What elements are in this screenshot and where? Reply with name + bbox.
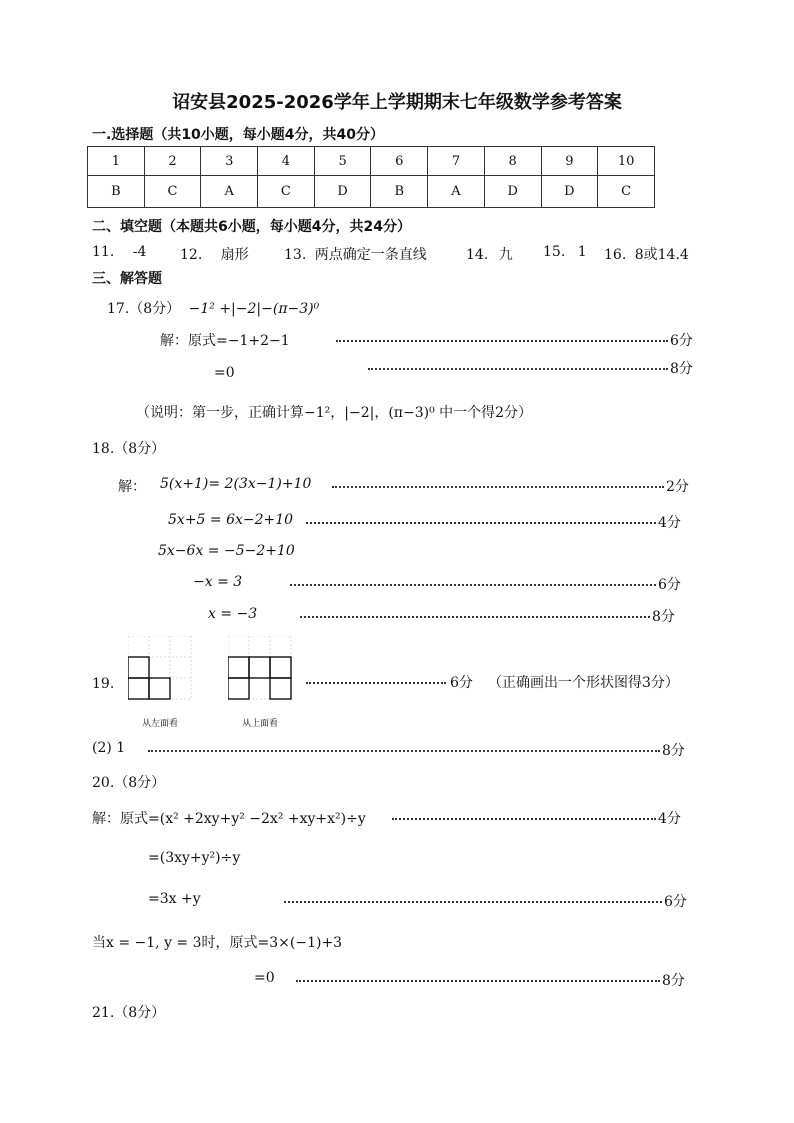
fill-item-12	[180, 244, 249, 264]
leader-dots	[368, 368, 668, 370]
table-cell: D	[541, 176, 598, 208]
leader-dots	[306, 522, 656, 524]
table-cell: 7	[428, 147, 485, 176]
q18-step3: 5x−6x = −5−2+10	[158, 543, 295, 559]
q19-score: 6分	[450, 675, 473, 691]
table-cell: A	[428, 176, 485, 208]
table-cell: C	[258, 176, 315, 208]
fill-item-14	[466, 244, 513, 264]
q18-step2: 5x+5 = 6x−2+10	[168, 512, 294, 528]
q18-solve: 解：	[118, 479, 146, 495]
q17-score1: 6分	[670, 333, 693, 349]
q19-label: 19.	[92, 676, 115, 692]
q17-score2: 8分	[670, 361, 693, 377]
q18-score1: 2分	[666, 479, 689, 495]
left-view-caption: 从左面看	[142, 719, 179, 729]
table-cell: B	[88, 176, 145, 208]
fill-item-13	[284, 244, 427, 264]
q20-step2: =(3xy+y²)÷y	[148, 850, 241, 866]
q21-label: 21.（8分）	[92, 1005, 166, 1021]
leader-dots	[148, 750, 660, 752]
section3-heading: 三、解答题	[92, 271, 162, 287]
q20-step1: 解：原式=(x² +2xy+y² −2x² +xy+x²)÷y	[92, 811, 366, 827]
top-view-drawing	[228, 636, 292, 700]
question-expression: −1² +|−2|−(π−3)⁰	[188, 301, 320, 317]
leader-dots	[392, 818, 656, 820]
section2-heading: 二、填空题（本题共6小题，每小题4分，共24分）	[92, 219, 411, 235]
q20-step4: 当x = −1, y = 3时，原式=3×(−1)+3	[92, 935, 343, 951]
item-answer: 1	[577, 244, 587, 260]
item-number: 13.	[284, 247, 307, 263]
table-cell: 6	[371, 147, 428, 176]
q20-step3: =3x +y	[148, 891, 201, 907]
item-answer: 8或14.4	[634, 247, 689, 263]
q20-step5: =0	[254, 970, 275, 986]
q19-part2: (2) 1	[92, 740, 126, 756]
item-answer: 扇形	[220, 247, 249, 263]
page-title: 诏安县2025-2026学年上学期期末七年级数学参考答案	[172, 92, 622, 113]
section1-heading: 一.选择题（共10小题，每小题4分，共40分）	[92, 127, 385, 143]
table-cell: 2	[144, 147, 201, 176]
table-cell: 3	[201, 147, 258, 176]
q18-score4: 6分	[658, 577, 681, 593]
leader-dots	[290, 584, 656, 586]
q17-step2: =0	[214, 365, 235, 381]
q20-score3: 6分	[664, 894, 687, 910]
table-cell: 1	[88, 147, 145, 176]
item-number: 15.	[543, 244, 566, 260]
top-view-caption: 从上面看	[242, 719, 279, 729]
item-number: 12.	[180, 247, 203, 263]
q17-note: （说明：第一步，正确计算−1²，|−2|，(π−3)⁰ 中一个得2分）	[136, 405, 533, 421]
leader-dots	[284, 901, 662, 903]
fill-item-15	[543, 244, 587, 260]
fill-item-11	[92, 244, 146, 260]
item-answer: -4	[132, 244, 147, 260]
left-view-drawing	[128, 636, 192, 700]
q18-score5: 8分	[652, 609, 675, 625]
leader-dots	[336, 340, 668, 342]
table-cell: 9	[541, 147, 598, 176]
q18-step1: 5(x+1)= 2(3x−1)+10	[160, 476, 312, 492]
q18-label: 18.（8分）	[92, 441, 166, 457]
item-number: 16.	[604, 247, 627, 263]
leader-dots	[296, 980, 660, 982]
table-cell: 10	[598, 147, 655, 176]
q20-score1: 4分	[658, 811, 681, 827]
q18-step5: x = −3	[208, 606, 258, 622]
table-cell: 4	[258, 147, 315, 176]
question-number-row	[88, 147, 655, 176]
q18-step4: −x = 3	[193, 574, 243, 590]
table-cell: A	[201, 176, 258, 208]
choice-answer-table	[87, 146, 655, 208]
leader-dots	[306, 682, 446, 684]
answer-row	[88, 176, 655, 208]
leader-dots	[332, 486, 664, 488]
q17-step1: 解：原式=−1+2−1	[160, 333, 290, 349]
q18-score2: 4分	[658, 515, 681, 531]
q17-label	[107, 298, 319, 318]
item-answer: 两点确定一条直线	[314, 247, 427, 263]
fill-item-16	[604, 244, 689, 264]
q20-score5: 8分	[662, 973, 685, 989]
item-answer: 九	[498, 247, 513, 263]
table-cell: C	[144, 176, 201, 208]
q19-note: （正确画出一个形状图得3分）	[488, 675, 679, 691]
q20-label: 20.（8分）	[92, 775, 166, 791]
leader-dots	[300, 616, 650, 618]
table-cell: D	[314, 176, 371, 208]
table-cell: 8	[484, 147, 541, 176]
q19-part2-score: 8分	[662, 743, 685, 759]
item-number: 11.	[92, 244, 115, 260]
table-cell: D	[484, 176, 541, 208]
question-label: 17.（8分）	[107, 301, 181, 317]
table-cell: 5	[314, 147, 371, 176]
table-cell: C	[598, 176, 655, 208]
item-number: 14.	[466, 247, 489, 263]
table-cell: B	[371, 176, 428, 208]
